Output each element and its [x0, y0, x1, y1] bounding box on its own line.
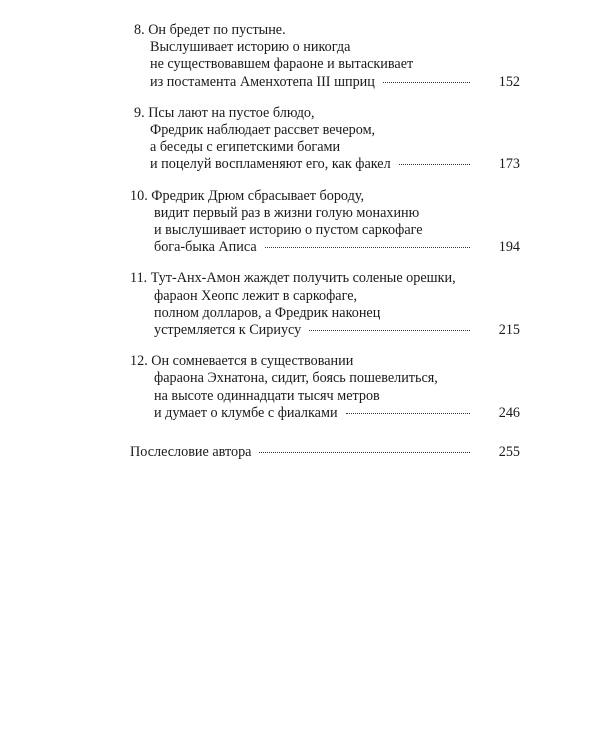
dot-leader [346, 413, 470, 414]
toc-entry-last-line [130, 156, 480, 173]
dot-leader [399, 164, 470, 165]
toc-entry-chapter-11[interactable] [130, 270, 520, 339]
toc-entry-last-line [130, 322, 480, 339]
toc-entry-line: 11. Тут-Анх-Амон жаждет получить соленые орешки, [130, 270, 456, 287]
toc-page-number: 215 [498, 322, 520, 339]
toc-entry-afterword[interactable] [130, 444, 520, 461]
toc-page-number: 255 [498, 444, 520, 461]
toc-entry-line: бога-быка Аписа [154, 239, 257, 256]
toc-entry-last-line [130, 239, 480, 256]
toc-entry-line: Послесловие автора [130, 444, 252, 461]
toc-entry-line: Фредрик наблюдает рассвет вечером, [150, 122, 376, 139]
toc-page-number: 173 [498, 156, 520, 173]
dot-leader [265, 247, 470, 248]
toc-entry-line: Выслушивает историю о никогда [150, 39, 351, 56]
toc-entry-line: не существовавшем фараоне и вытаскивает [150, 56, 414, 73]
table-of-contents [130, 22, 520, 461]
toc-entry-line: устремляется к Сириусу [154, 322, 302, 339]
toc-page-number: 246 [498, 404, 520, 421]
toc-entry-line: а беседы с египетскими богами [150, 139, 341, 156]
toc-entry-last-line [130, 405, 480, 422]
toc-entry-chapter-8[interactable] [130, 22, 520, 91]
toc-entry-line: фараона Эхнатона, сидит, боясь пошевелиться, [154, 370, 438, 387]
toc-entry-last-line [130, 444, 480, 461]
toc-entry-line: 9. Псы лают на пустое блюдо, [134, 104, 315, 121]
toc-page-number: 194 [498, 239, 520, 256]
toc-entry-line: фараон Хеопс лежит в саркофаге, [154, 287, 358, 304]
toc-entry-line: видит первый раз в жизни голую монахиню [154, 204, 420, 221]
toc-entry-last-line [130, 74, 480, 91]
toc-entry-line: и поцелуй воспламеняют его, как факел [150, 156, 391, 173]
toc-entry-line: и выслушивает историю о пустом саркофаге [154, 222, 423, 239]
toc-page-number: 152 [498, 73, 520, 90]
toc-entry-line: из постамента Аменхотепа III шприц [150, 73, 375, 90]
toc-entry-line: 8. Он бредет по пустыне. [134, 22, 286, 38]
toc-entry-line: 12. Он сомневается в существовании [130, 353, 354, 370]
toc-entry-chapter-9[interactable] [130, 105, 520, 174]
dot-leader [383, 82, 470, 83]
toc-entry-chapter-10[interactable] [130, 188, 520, 257]
toc-entry-line: и думает о клумбе с фиалками [154, 404, 338, 421]
toc-entry-line: на высоте одиннадцати тысяч метров [154, 387, 380, 404]
dot-leader [259, 452, 470, 453]
toc-entry-line: полном долларов, а Фредрик наконец [154, 304, 381, 321]
toc-entry-chapter-12[interactable] [130, 353, 520, 422]
toc-entry-line: 10. Фредрик Дрюм сбрасывает бороду, [130, 187, 365, 204]
dot-leader [309, 330, 470, 331]
